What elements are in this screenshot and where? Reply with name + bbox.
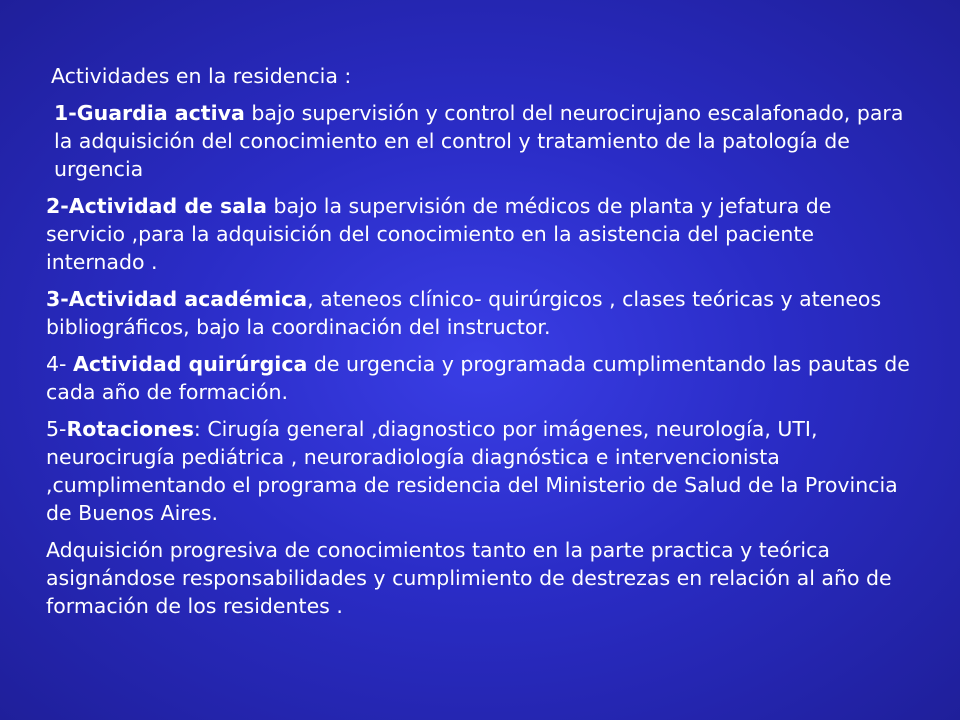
slide-heading: Actividades en la residencia : — [51, 64, 352, 88]
activity-description: bajo supervisión y control del neurocirujano escalafonado, para la adquisición del conocimiento en el control y tratamiento de la patología de urgencia — [54, 101, 904, 181]
activity-title: Actividad quirúrgica — [72, 352, 308, 376]
activity-item-5 — [46, 415, 916, 527]
activity-description: bajo la supervisión de médicos de planta y jefatura de servicio ,para la adquisición del conocimiento en la asistencia del paciente internado . — [46, 194, 832, 274]
activity-item-3 — [46, 285, 916, 341]
activity-title: 2-Actividad de sala — [46, 194, 267, 218]
activity-description: : Cirugía general ,diagnostico por imágenes, neurología, UTI, neurocirugía pediátrica , neuroradiología diagnóstica e intervencionista ,cumplimentando el programa de residencia del Ministerio de Salud de la Provincia de Buenos Aires. — [46, 417, 898, 525]
activity-prefix: 5- — [46, 417, 67, 441]
activity-title: 1-Guardia activa — [54, 101, 245, 125]
activity-description: , ateneos clínico- quirúrgicos , clases teóricas y ateneos bibliográficos, bajo la coordinación del instructor. — [46, 287, 882, 339]
slide-content — [46, 62, 916, 629]
closing-paragraph: Adquisición progresiva de conocimientos tanto en la parte practica y teórica asignándose responsabilidades y cumplimiento de destrezas en relación al año de formación de los residentes . — [46, 538, 892, 618]
activity-description: de urgencia y programada cumplimentando las pautas de cada año de formación. — [46, 352, 910, 404]
activity-item-4 — [46, 350, 916, 406]
activity-item-1 — [46, 99, 916, 183]
activity-item-2 — [46, 192, 916, 276]
activity-title: Rotaciones — [66, 417, 194, 441]
activity-prefix: 4- — [46, 352, 73, 376]
activity-title: 3-Actividad académica — [46, 287, 308, 311]
